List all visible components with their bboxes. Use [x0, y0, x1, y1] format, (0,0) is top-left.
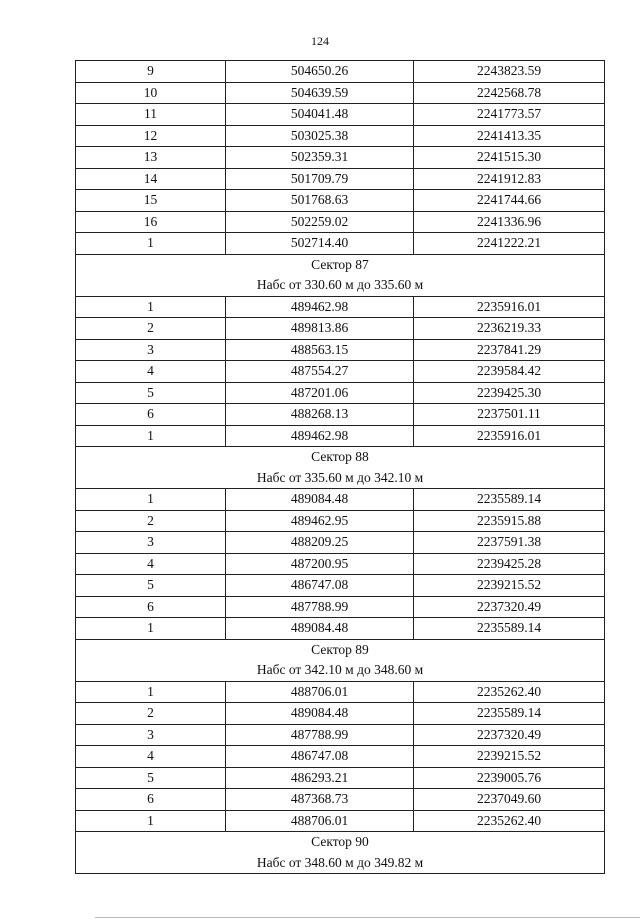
y-coordinate-cell: 2241413.35 [414, 125, 605, 147]
point-number-cell: 5 [76, 575, 226, 597]
table-row [76, 724, 605, 746]
point-number-cell: 3 [76, 724, 226, 746]
x-coordinate-cell: 486293.21 [226, 767, 414, 789]
point-number-cell: 16 [76, 211, 226, 233]
table-row [76, 211, 605, 233]
point-number-cell: 1 [76, 425, 226, 447]
sector-title: Сектор 88 [311, 449, 369, 464]
x-coordinate-cell: 501768.63 [226, 190, 414, 212]
x-coordinate-cell: 501709.79 [226, 168, 414, 190]
x-coordinate-cell: 504650.26 [226, 61, 414, 83]
point-number-cell: 12 [76, 125, 226, 147]
point-number-cell: 3 [76, 532, 226, 554]
point-number-cell: 2 [76, 703, 226, 725]
table-row [76, 553, 605, 575]
point-number-cell: 1 [76, 233, 226, 255]
sector-height-range: Набс от 348.60 м до 349.82 м [256, 854, 424, 870]
x-coordinate-cell: 489084.48 [226, 703, 414, 725]
x-coordinate-cell: 486747.08 [226, 746, 414, 768]
y-coordinate-cell: 2241744.66 [414, 190, 605, 212]
table-row [76, 125, 605, 147]
point-number-cell: 10 [76, 82, 226, 104]
sector-header-row [76, 254, 605, 296]
table-row [76, 767, 605, 789]
table-row [76, 104, 605, 126]
y-coordinate-cell: 2235915.88 [414, 510, 605, 532]
sector-height-range: Набс от 342.10 м до 348.60 м [256, 662, 424, 677]
table-row [76, 510, 605, 532]
point-number-cell: 3 [76, 339, 226, 361]
x-coordinate-cell: 489084.48 [226, 489, 414, 511]
table-row [76, 296, 605, 318]
y-coordinate-cell: 2236219.33 [414, 318, 605, 340]
scan-edge-line [95, 917, 640, 918]
table-row [76, 61, 605, 83]
y-coordinate-cell: 2241515.30 [414, 147, 605, 169]
x-coordinate-cell: 487201.06 [226, 382, 414, 404]
y-coordinate-cell: 2241222.21 [414, 233, 605, 255]
sector-height-range: Набс от 330.60 м до 335.60 м [256, 277, 424, 292]
point-number-cell: 1 [76, 681, 226, 703]
x-coordinate-cell: 487788.99 [226, 724, 414, 746]
x-coordinate-cell: 502714.40 [226, 233, 414, 255]
y-coordinate-cell: 2239215.52 [414, 575, 605, 597]
y-coordinate-cell: 2235916.01 [414, 296, 605, 318]
sector-title: Сектор 90 [311, 834, 369, 849]
y-coordinate-cell: 2237049.60 [414, 789, 605, 811]
y-coordinate-cell: 2241912.83 [414, 168, 605, 190]
y-coordinate-cell: 2237501.11 [414, 404, 605, 426]
table-row [76, 789, 605, 811]
table-row [76, 318, 605, 340]
sector-header-row [76, 639, 605, 681]
y-coordinate-cell: 2242568.78 [414, 82, 605, 104]
point-number-cell: 4 [76, 553, 226, 575]
y-coordinate-cell: 2239425.30 [414, 382, 605, 404]
table-row [76, 575, 605, 597]
x-coordinate-cell: 489084.48 [226, 618, 414, 640]
sector-header [76, 832, 605, 874]
table-row [76, 190, 605, 212]
table-row [76, 746, 605, 768]
point-number-cell: 4 [76, 361, 226, 383]
sector-header-row [76, 832, 605, 874]
y-coordinate-cell: 2241773.57 [414, 104, 605, 126]
x-coordinate-cell: 489462.98 [226, 425, 414, 447]
x-coordinate-cell: 488706.01 [226, 681, 414, 703]
y-coordinate-cell: 2235589.14 [414, 489, 605, 511]
table-row [76, 404, 605, 426]
sector-title: Сектор 87 [311, 256, 369, 272]
table-row [76, 339, 605, 361]
y-coordinate-cell: 2235262.40 [414, 810, 605, 832]
x-coordinate-cell: 502259.02 [226, 211, 414, 233]
x-coordinate-cell: 489813.86 [226, 318, 414, 340]
x-coordinate-cell: 489462.95 [226, 510, 414, 532]
table-row [76, 810, 605, 832]
table-row [76, 233, 605, 255]
point-number-cell: 15 [76, 190, 226, 212]
point-number-cell: 5 [76, 382, 226, 404]
x-coordinate-cell: 488209.25 [226, 532, 414, 554]
y-coordinate-cell: 2237320.49 [414, 724, 605, 746]
y-coordinate-cell: 2237841.29 [414, 339, 605, 361]
sector-header [76, 639, 605, 681]
point-number-cell: 6 [76, 596, 226, 618]
y-coordinate-cell: 2237320.49 [414, 596, 605, 618]
y-coordinate-cell: 2241336.96 [414, 211, 605, 233]
point-number-cell: 1 [76, 810, 226, 832]
table-row [76, 596, 605, 618]
y-coordinate-cell: 2235589.14 [414, 618, 605, 640]
point-number-cell: 2 [76, 510, 226, 532]
coordinates-table-body [76, 61, 605, 874]
x-coordinate-cell: 502359.31 [226, 147, 414, 169]
x-coordinate-cell: 488706.01 [226, 810, 414, 832]
x-coordinate-cell: 487368.73 [226, 789, 414, 811]
point-number-cell: 5 [76, 767, 226, 789]
point-number-cell: 14 [76, 168, 226, 190]
y-coordinate-cell: 2235262.40 [414, 681, 605, 703]
y-coordinate-cell: 2243823.59 [414, 61, 605, 83]
x-coordinate-cell: 487554.27 [226, 361, 414, 383]
x-coordinate-cell: 487788.99 [226, 596, 414, 618]
point-number-cell: 1 [76, 296, 226, 318]
table-row [76, 618, 605, 640]
table-row [76, 361, 605, 383]
y-coordinate-cell: 2235916.01 [414, 425, 605, 447]
table-row [76, 425, 605, 447]
point-number-cell: 13 [76, 147, 226, 169]
x-coordinate-cell: 504041.48 [226, 104, 414, 126]
x-coordinate-cell: 486747.08 [226, 575, 414, 597]
table-row [76, 168, 605, 190]
point-number-cell: 6 [76, 789, 226, 811]
point-number-cell: 11 [76, 104, 226, 126]
point-number-cell: 6 [76, 404, 226, 426]
table-row [76, 681, 605, 703]
table-row [76, 147, 605, 169]
x-coordinate-cell: 489462.98 [226, 296, 414, 318]
table-row [76, 82, 605, 104]
point-number-cell: 2 [76, 318, 226, 340]
sector-header-row [76, 447, 605, 489]
sector-header [76, 254, 605, 296]
y-coordinate-cell: 2239215.52 [414, 746, 605, 768]
y-coordinate-cell: 2239584.42 [414, 361, 605, 383]
table-row [76, 532, 605, 554]
sector-header [76, 447, 605, 489]
x-coordinate-cell: 488268.13 [226, 404, 414, 426]
table-row [76, 382, 605, 404]
x-coordinate-cell: 504639.59 [226, 82, 414, 104]
y-coordinate-cell: 2237591.38 [414, 532, 605, 554]
point-number-cell: 4 [76, 746, 226, 768]
x-coordinate-cell: 488563.15 [226, 339, 414, 361]
table-row [76, 489, 605, 511]
x-coordinate-cell: 503025.38 [226, 125, 414, 147]
y-coordinate-cell: 2239005.76 [414, 767, 605, 789]
y-coordinate-cell: 2239425.28 [414, 553, 605, 575]
sector-height-range: Набс от 335.60 м до 342.10 м [256, 469, 424, 485]
point-number-cell: 9 [76, 61, 226, 83]
page-number: 124 [311, 34, 329, 48]
table-row [76, 703, 605, 725]
point-number-cell: 1 [76, 489, 226, 511]
x-coordinate-cell: 487200.95 [226, 553, 414, 575]
y-coordinate-cell: 2235589.14 [414, 703, 605, 725]
coordinates-table [75, 60, 605, 874]
point-number-cell: 1 [76, 618, 226, 640]
sector-title: Сектор 89 [311, 641, 369, 657]
